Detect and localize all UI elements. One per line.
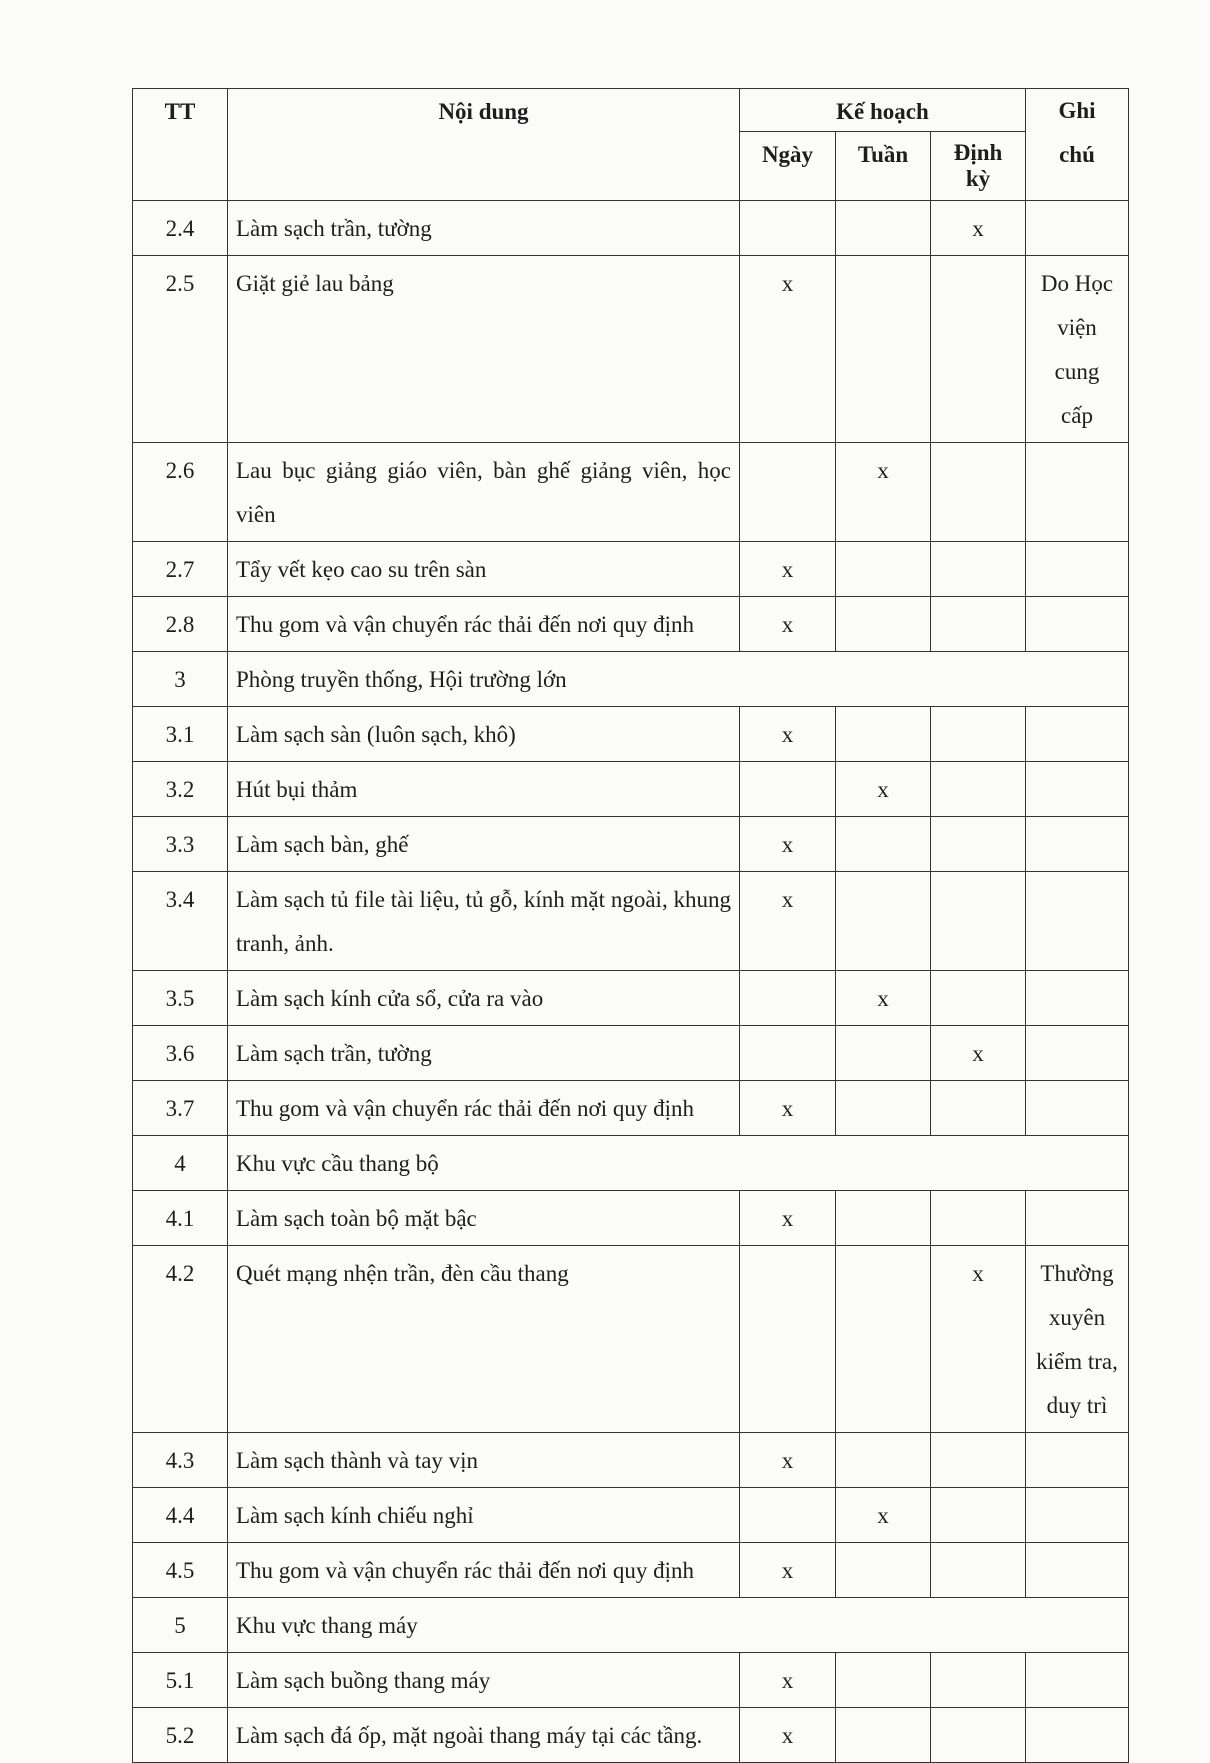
row-content: Làm sạch thành và tay vịn bbox=[228, 1433, 740, 1488]
row-number: 5.2 bbox=[133, 1708, 228, 1763]
header-plan: Kế hoạch bbox=[740, 89, 1026, 132]
row-number: 2.7 bbox=[133, 542, 228, 597]
table-row bbox=[133, 872, 1129, 971]
row-content: Làm sạch kính cửa sổ, cửa ra vào bbox=[228, 971, 740, 1026]
day-mark: x bbox=[740, 1543, 836, 1598]
row-number: 2.8 bbox=[133, 597, 228, 652]
periodic-mark bbox=[931, 1433, 1026, 1488]
table-row bbox=[133, 707, 1129, 762]
day-mark bbox=[740, 971, 836, 1026]
periodic-mark bbox=[931, 597, 1026, 652]
section-title: Phòng truyền thống, Hội trường lớn bbox=[228, 652, 1129, 707]
day-mark bbox=[740, 443, 836, 542]
week-mark bbox=[836, 872, 931, 971]
week-mark bbox=[836, 1191, 931, 1246]
table-row bbox=[133, 1653, 1129, 1708]
row-content: Làm sạch trần, tường bbox=[228, 1026, 740, 1081]
row-number: 3.2 bbox=[133, 762, 228, 817]
row-note bbox=[1026, 817, 1129, 872]
row-number: 2.4 bbox=[133, 201, 228, 256]
periodic-mark bbox=[931, 1191, 1026, 1246]
row-note bbox=[1026, 597, 1129, 652]
header-note: Ghi chú bbox=[1026, 89, 1129, 201]
day-mark: x bbox=[740, 1191, 836, 1246]
row-number: 2.6 bbox=[133, 443, 228, 542]
row-content: Lau bục giảng giáo viên, bàn ghế giảng viên, học viên bbox=[228, 443, 740, 542]
row-note: Do Học viện cung cấp bbox=[1026, 256, 1129, 443]
table-row bbox=[133, 1246, 1129, 1433]
table-row bbox=[133, 443, 1129, 542]
row-number: 3.7 bbox=[133, 1081, 228, 1136]
table-row bbox=[133, 201, 1129, 256]
table-row bbox=[133, 1543, 1129, 1598]
row-number: 3.1 bbox=[133, 707, 228, 762]
row-number: 4.3 bbox=[133, 1433, 228, 1488]
header-week: Tuần bbox=[836, 132, 931, 201]
row-content: Làm sạch buồng thang máy bbox=[228, 1653, 740, 1708]
table-row bbox=[133, 256, 1129, 443]
row-note bbox=[1026, 1708, 1129, 1763]
row-number: 4.2 bbox=[133, 1246, 228, 1433]
header-periodic: Định kỳ bbox=[931, 132, 1026, 201]
row-note bbox=[1026, 872, 1129, 971]
day-mark bbox=[740, 1246, 836, 1433]
day-mark: x bbox=[740, 256, 836, 443]
section-row bbox=[133, 1136, 1129, 1191]
row-content: Làm sạch kính chiếu nghỉ bbox=[228, 1488, 740, 1543]
day-mark: x bbox=[740, 817, 836, 872]
periodic-mark: x bbox=[931, 1246, 1026, 1433]
day-mark: x bbox=[740, 597, 836, 652]
week-mark: x bbox=[836, 443, 931, 542]
row-content: Làm sạch đá ốp, mặt ngoài thang máy tại các tầng. bbox=[228, 1708, 740, 1763]
table-row bbox=[133, 971, 1129, 1026]
table-row bbox=[133, 1433, 1129, 1488]
week-mark: x bbox=[836, 762, 931, 817]
week-mark bbox=[836, 256, 931, 443]
week-mark bbox=[836, 1653, 931, 1708]
week-mark bbox=[836, 542, 931, 597]
week-mark bbox=[836, 1081, 931, 1136]
row-note bbox=[1026, 201, 1129, 256]
periodic-mark bbox=[931, 256, 1026, 443]
week-mark bbox=[836, 1246, 931, 1433]
row-number: 3.3 bbox=[133, 817, 228, 872]
row-note bbox=[1026, 1191, 1129, 1246]
table-row bbox=[133, 597, 1129, 652]
row-number: 3.5 bbox=[133, 971, 228, 1026]
row-content: Hút bụi thảm bbox=[228, 762, 740, 817]
row-content: Làm sạch tủ file tài liệu, tủ gỗ, kính mặt ngoài, khung tranh, ảnh. bbox=[228, 872, 740, 971]
periodic-mark bbox=[931, 1543, 1026, 1598]
week-mark: x bbox=[836, 971, 931, 1026]
row-note bbox=[1026, 1488, 1129, 1543]
header-day: Ngày bbox=[740, 132, 836, 201]
periodic-mark bbox=[931, 707, 1026, 762]
periodic-mark bbox=[931, 762, 1026, 817]
row-note bbox=[1026, 1433, 1129, 1488]
table-row bbox=[133, 1708, 1129, 1763]
table-row bbox=[133, 542, 1129, 597]
week-mark bbox=[836, 1708, 931, 1763]
table-row bbox=[133, 1026, 1129, 1081]
periodic-mark: x bbox=[931, 1026, 1026, 1081]
row-note bbox=[1026, 971, 1129, 1026]
week-mark bbox=[836, 1433, 931, 1488]
table-header bbox=[133, 89, 1129, 201]
row-number: 4.5 bbox=[133, 1543, 228, 1598]
section-row bbox=[133, 652, 1129, 707]
row-number: 2.5 bbox=[133, 256, 228, 443]
day-mark: x bbox=[740, 1433, 836, 1488]
periodic-mark bbox=[931, 542, 1026, 597]
week-mark bbox=[836, 1026, 931, 1081]
row-note bbox=[1026, 1543, 1129, 1598]
row-note: Thường xuyên kiểm tra, duy trì bbox=[1026, 1246, 1129, 1433]
header-content: Nội dung bbox=[228, 89, 740, 201]
periodic-mark bbox=[931, 1708, 1026, 1763]
week-mark bbox=[836, 201, 931, 256]
row-number: 3.6 bbox=[133, 1026, 228, 1081]
section-title: Khu vực cầu thang bộ bbox=[228, 1136, 1129, 1191]
section-number: 5 bbox=[133, 1598, 228, 1653]
row-note bbox=[1026, 1081, 1129, 1136]
row-number: 5.1 bbox=[133, 1653, 228, 1708]
table-row bbox=[133, 1081, 1129, 1136]
periodic-mark bbox=[931, 1653, 1026, 1708]
table-row bbox=[133, 1488, 1129, 1543]
row-content: Làm sạch toàn bộ mặt bậc bbox=[228, 1191, 740, 1246]
cleaning-plan-table bbox=[132, 88, 1129, 1763]
row-note bbox=[1026, 1026, 1129, 1081]
day-mark bbox=[740, 762, 836, 817]
row-content: Quét mạng nhện trần, đèn cầu thang bbox=[228, 1246, 740, 1433]
periodic-mark bbox=[931, 443, 1026, 542]
row-content: Làm sạch sàn (luôn sạch, khô) bbox=[228, 707, 740, 762]
section-row bbox=[133, 1598, 1129, 1653]
day-mark: x bbox=[740, 1653, 836, 1708]
periodic-mark bbox=[931, 1081, 1026, 1136]
row-content: Thu gom và vận chuyển rác thải đến nơi quy định bbox=[228, 1081, 740, 1136]
week-mark bbox=[836, 1543, 931, 1598]
row-note bbox=[1026, 707, 1129, 762]
row-note bbox=[1026, 762, 1129, 817]
week-mark bbox=[836, 707, 931, 762]
row-number: 3.4 bbox=[133, 872, 228, 971]
periodic-mark: x bbox=[931, 201, 1026, 256]
day-mark: x bbox=[740, 542, 836, 597]
row-note bbox=[1026, 542, 1129, 597]
table-row bbox=[133, 817, 1129, 872]
row-content: Làm sạch trần, tường bbox=[228, 201, 740, 256]
table-body bbox=[133, 201, 1129, 1763]
row-content: Tẩy vết kẹo cao su trên sàn bbox=[228, 542, 740, 597]
week-mark bbox=[836, 597, 931, 652]
row-number: 4.1 bbox=[133, 1191, 228, 1246]
section-number: 3 bbox=[133, 652, 228, 707]
day-mark: x bbox=[740, 872, 836, 971]
periodic-mark bbox=[931, 817, 1026, 872]
periodic-mark bbox=[931, 872, 1026, 971]
week-mark: x bbox=[836, 1488, 931, 1543]
day-mark: x bbox=[740, 707, 836, 762]
row-content: Làm sạch bàn, ghế bbox=[228, 817, 740, 872]
day-mark bbox=[740, 1488, 836, 1543]
row-content: Thu gom và vận chuyển rác thải đến nơi quy định bbox=[228, 1543, 740, 1598]
section-title: Khu vực thang máy bbox=[228, 1598, 1129, 1653]
day-mark: x bbox=[740, 1708, 836, 1763]
week-mark bbox=[836, 817, 931, 872]
section-number: 4 bbox=[133, 1136, 228, 1191]
day-mark: x bbox=[740, 1081, 836, 1136]
periodic-mark bbox=[931, 971, 1026, 1026]
row-number: 4.4 bbox=[133, 1488, 228, 1543]
day-mark bbox=[740, 201, 836, 256]
header-tt: TT bbox=[133, 89, 228, 201]
periodic-mark bbox=[931, 1488, 1026, 1543]
row-content: Thu gom và vận chuyển rác thải đến nơi quy định bbox=[228, 597, 740, 652]
row-note bbox=[1026, 443, 1129, 542]
table-row bbox=[133, 1191, 1129, 1246]
row-note bbox=[1026, 1653, 1129, 1708]
day-mark bbox=[740, 1026, 836, 1081]
table-row bbox=[133, 762, 1129, 817]
row-content: Giặt giẻ lau bảng bbox=[228, 256, 740, 443]
